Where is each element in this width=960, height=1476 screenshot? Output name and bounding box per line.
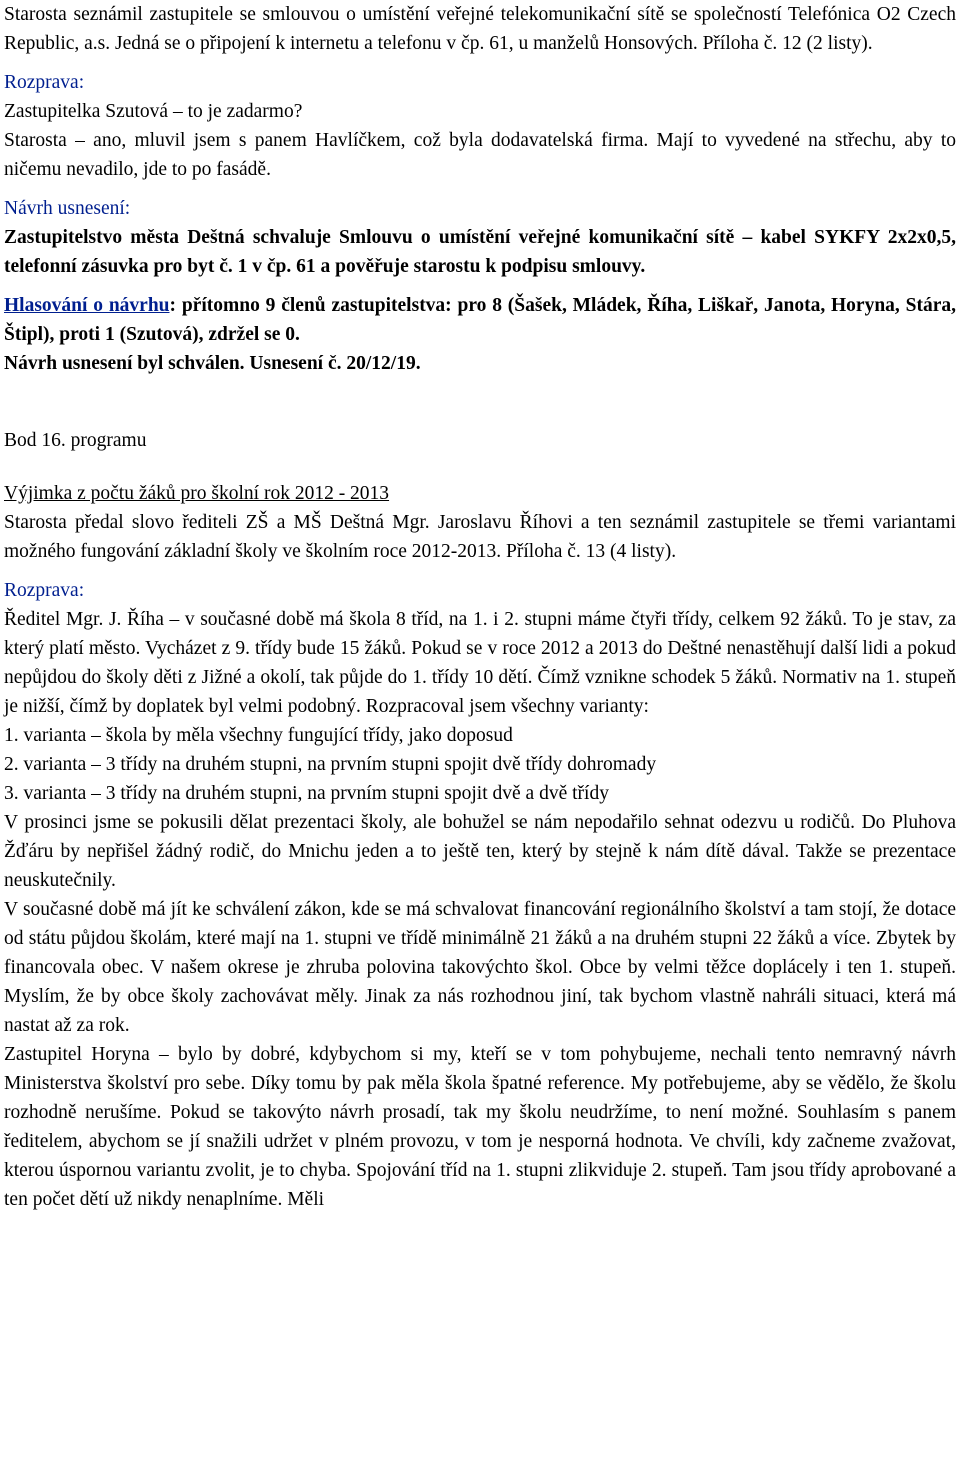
spacer [4,378,956,426]
agenda-item-intro: Starosta předal slovo řediteli ZŠ a MŠ Deštná Mgr. Jaroslavu Říhovi a ten seznámil zastupitele se třemi variantami možného fungování základní školy ve školním roce 2012-2013. Příloha č. 13 (4 listy). [4,512,956,562]
discussion-label: Rozprava: [4,580,85,601]
intro-paragraph: Starosta seznámil zastupitele se smlouvou o umístění veřejné telekomunikační sítě se společností Telefónica O2 Czech Republic, a.s. Jedná se o připojení k internetu a telefonu v čp. 61, u manželů Honsových. Příloha č. 12 (2 listy). [4,4,956,54]
variant-line: 3. varianta – 3 třídy na druhém stupni, na prvním stupni spojit dvě a dvě třídy [4,783,609,804]
spacer [4,184,956,194]
discussion-line: Zastupitelka Szutová – to je zadarmo? [4,101,303,122]
discussion-label: Rozprava: [4,72,85,93]
variant-line: 2. varianta – 3 třídy na druhém stupni, na prvním stupni spojit dvě třídy dohromady [4,754,657,775]
spacer [4,455,956,479]
discussion-paragraph: V současné době má jít ke schválení zákon, kde se má schvalovat financování regionálního školství a tam stojí, že dotace od státu půjdou školám, které mají na 1. stupni ve třídě minimálně 21 žáků a na druhém stupni 22 žáků a více. Zbytek by financovala obec. V našem okrese je zhruba polovina takovýchto škol. Obce by velmi těžce doplácely i ten 1. stupeň. Myslím, že by obce školy zachovávat měly. Jinak za nás rozhodnou jiní, tak bychom vlastně nahráli situaci, která má nastat až za rok. [4,899,956,1036]
discussion-paragraph: V prosinci jsme se pokusili dělat prezentaci školy, ale bohužel se nám nepodařilo sehnat odezvu u rodičů. Do Pluhova Žďáru by nepřišel žádný rodič, do Mnichu jeden a to ještě ten, který by stejně k nám dítě dával. Takže se prezentace neuskutečnily. [4,812,956,891]
resolution-proposal-text: Zastupitelstvo města Deštná schvaluje Smlouvu o umístění veřejné komunikační sítě – kabel SYKFY 2x2x0,5, telefonní zásuvka pro byt č. 1 v čp. 61 a pověřuje starostu k podpisu smlouvy. [4,227,956,277]
spacer [4,281,956,291]
spacer [4,566,956,576]
vote-label: Hlasování o návrhu [4,295,170,316]
resolution-result: Návrh usnesení byl schválen. Usnesení č. 20/12/19. [4,353,421,374]
resolution-proposal-label: Návrh usnesení: [4,198,131,219]
discussion-paragraph: Zastupitel Horyna – bylo by dobré, kdybychom si my, kteří se v tom pohybujeme, nechali tento nemravný návrh Ministerstva školství pro sebe. Díky tomu by pak měla škola špatné reference. My potřebujeme, aby se vědělo, že školu rozhodně nerušíme. Pokud se takovýto návrh prosadí, tak my školu neudržíme, to není možné. Souhlasím s panem ředitelem, abychom se jí snažili udržet v plném provozu, v tom je nesporná hodnota. Ve chvíli, kdy začneme zvažovat, kterou úspornou variantu zvolit, je to chyba. Spojování tříd na 1. stupni zlikviduje 2. stupeň. Tam jsou třídy aprobované a ten počet dětí už nikdy nenaplníme. Měli [4,1044,956,1210]
spacer [4,58,956,68]
vote-text: : přítomno 9 členů zastupitelstva: pro 8 (Šašek, Mládek, Říha, Liškař, Janota, Horyna, Stára, Štipl), proti 1 (Szutová), zdržel se 0. [4,295,956,345]
vote-paragraph [4,291,956,349]
variant-line: 1. varianta – škola by měla všechny fungující třídy, jako doposud [4,725,513,746]
agenda-item-title: Výjimka z počtu žáků pro školní rok 2012 - 2013 [4,483,390,504]
agenda-item-heading: Bod 16. programu [4,430,147,451]
discussion-paragraph: Ředitel Mgr. J. Říha – v současné době má škola 8 tříd, na 1. i 2. stupni máme čtyři třídy, celkem 92 žáků. To je stav, za který platí město. Vycházet z 9. třídy bude 15 žáků. Pokud se v roce 2012 a 2013 do Deštné nenastěhují další lidi a pokud nepůjdou do školy děti z Jižné a okolí, tak půjde do 1. třídy 10 dětí. Čímž vznikne schodek 5 žáků. Normativ na 1. stupeň je nižší, čímž by doplatek byl velmi podobný. Rozpracoval jsem všechny varianty: [4,609,956,717]
discussion-line: Starosta – ano, mluvil jsem s panem Havlíčkem, což byla dodavatelská firma. Mají to vyvedené na střechu, aby to ničemu nevadilo, jde to po fasádě. [4,130,956,180]
